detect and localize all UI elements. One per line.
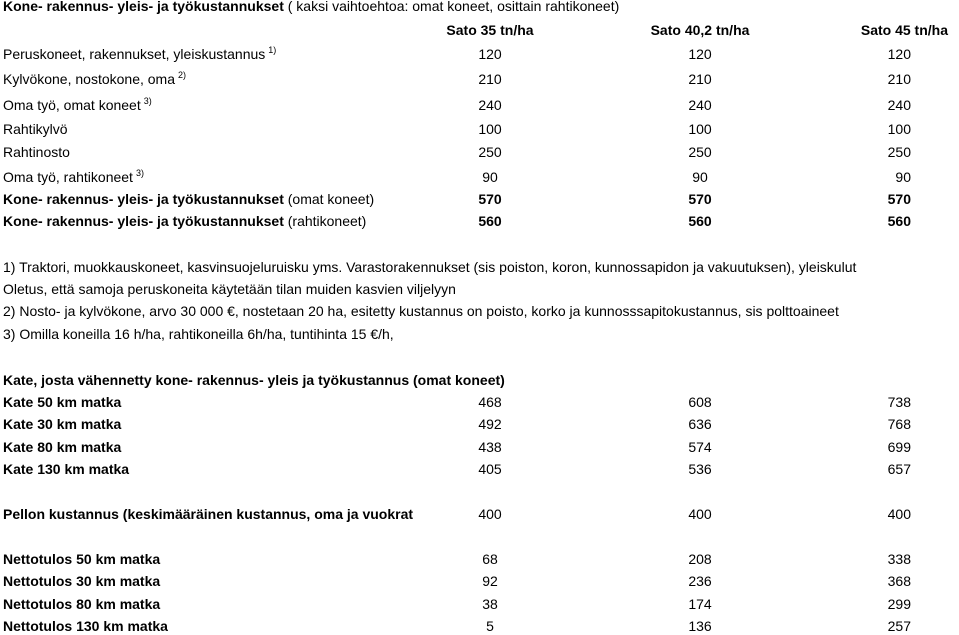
title-rest: ( kaksi vaihtoehtoa: omat koneet, osittain rahtikoneet) (283, 0, 620, 14)
kate-cell: 699 (887, 439, 911, 455)
cost-row-label: Peruskoneet, rakennukset, yleiskustannus $^{1)}$ (3, 45, 277, 62)
netto-cell: 299 (887, 596, 911, 612)
cost-cell: 120 (478, 46, 502, 62)
cost-cell: 240 (478, 97, 502, 113)
cost-row-label: Rahtikylvö (3, 121, 68, 137)
footnote: 2) Nosto- ja kylvökone, arvo 30 000 €, nostetaan 20 ha, esitetty kustannus on poisto, korko ja kunnosssapitokustannus, sis polttoaineet (3, 303, 839, 319)
footnote: 1) Traktori, muokkauskoneet, kasvinsuojeluruisku yms. Varastorakennukset (sis poiston, koron, kunnossapidon ja vakuutuksen), yleiskulut (3, 259, 857, 275)
total-cell: 570 (478, 191, 502, 207)
kate-row-label: Kate 130 km matka (3, 461, 130, 477)
netto-cell: 257 (887, 618, 911, 634)
cost-cell: 120 (688, 46, 712, 62)
netto-cell: 368 (887, 573, 911, 589)
total-cell: 570 (688, 191, 712, 207)
total-cell: 560 (478, 213, 502, 229)
kate-cell: 657 (887, 461, 911, 477)
netto-cell: 5 (486, 618, 494, 634)
netto-row-label: Nettotulos 80 km matka (3, 596, 161, 612)
cost-cell: 240 (887, 97, 911, 113)
kate-row-label: Kate 50 km matka (3, 394, 122, 410)
total-cell: 560 (688, 213, 712, 229)
cost-cell: 90 (895, 169, 911, 185)
cost-row-label: Rahtinosto (3, 144, 70, 160)
cost-cell: 250 (887, 144, 911, 160)
cost-cell: 120 (887, 46, 911, 62)
cost-row-label: Kylvökone, nostokone, oma $^{2)}$ (3, 70, 187, 87)
pellon-cell: 400 (688, 506, 712, 522)
pellon-row-label: Pellon kustannus (keskimääräinen kustannus, oma ja vuokrat (3, 506, 414, 522)
kate-cell: 405 (478, 461, 502, 477)
title-bold: Kone- rakennus- yleis- ja työkustannukset (3, 0, 284, 14)
kate-cell: 636 (688, 416, 712, 432)
total-cell: 570 (887, 191, 911, 207)
cost-row-label: Oma työ, rahtikoneet $^{3)}$ (3, 168, 144, 185)
cost-cell: 210 (887, 71, 911, 87)
cost-cell: 100 (478, 121, 502, 137)
kate-cell: 608 (688, 394, 712, 410)
kate-row-label: Kate 30 km matka (3, 416, 122, 432)
cost-cell: 210 (688, 71, 712, 87)
kate-cell: 738 (887, 394, 911, 410)
cost-cell: 100 (688, 121, 712, 137)
total-row-label: Kone- rakennus- yleis- ja työkustannukset (omat koneet) (3, 191, 375, 207)
cost-cell: 210 (478, 71, 502, 87)
netto-cell: 208 (688, 551, 712, 567)
column-header-sato-35: Sato 35 tn/ha (446, 22, 534, 38)
pellon-cell: 400 (887, 506, 911, 522)
cost-cell: 250 (688, 144, 712, 160)
footnote: Oletus, että samoja peruskoneita käytetään tilan muiden kasvien viljelyyn (3, 281, 456, 297)
netto-cell: 136 (688, 618, 712, 634)
kate-cell: 574 (688, 439, 712, 455)
netto-cell: 68 (482, 551, 498, 567)
netto-row-label: Nettotulos 30 km matka (3, 573, 161, 589)
netto-cell: 38 (482, 596, 498, 612)
pellon-cell: 400 (478, 506, 502, 522)
cost-row-label: Oma työ, omat koneet $^{3)}$ (3, 96, 152, 113)
kate-row-label: Kate 80 km matka (3, 439, 122, 455)
cost-cell: 240 (688, 97, 712, 113)
cost-cell: 100 (887, 121, 911, 137)
netto-row-label: Nettotulos 50 km matka (3, 551, 161, 567)
total-cell: 560 (887, 213, 911, 229)
total-row-label: Kone- rakennus- yleis- ja työkustannukset (rahtikoneet) (3, 213, 367, 229)
page-title (3, 0, 619, 15)
netto-row-label: Nettotulos 130 km matka (3, 618, 168, 634)
footnote: 3) Omilla koneilla 16 h/ha, rahtikoneilla 6h/ha, tuntihinta 15 €/h, (3, 326, 394, 342)
cost-cell: 250 (478, 144, 502, 160)
netto-cell: 92 (482, 573, 498, 589)
netto-cell: 338 (887, 551, 911, 567)
column-header-sato-45: Sato 45 tn/ha (860, 22, 948, 38)
kate-cell: 468 (478, 394, 502, 410)
column-header-sato-40: Sato 40,2 tn/ha (650, 22, 750, 38)
netto-cell: 236 (688, 573, 712, 589)
kate-cell: 536 (688, 461, 712, 477)
kate-cell: 492 (478, 416, 502, 432)
kate-cell: 438 (478, 439, 502, 455)
netto-cell: 174 (688, 596, 712, 612)
kate-cell: 768 (887, 416, 911, 432)
cost-cell: 90 (482, 169, 498, 185)
kate-heading: Kate, josta vähennetty kone- rakennus- yleis ja työkustannus (omat koneet) (3, 372, 505, 388)
cost-cell: 90 (692, 169, 708, 185)
